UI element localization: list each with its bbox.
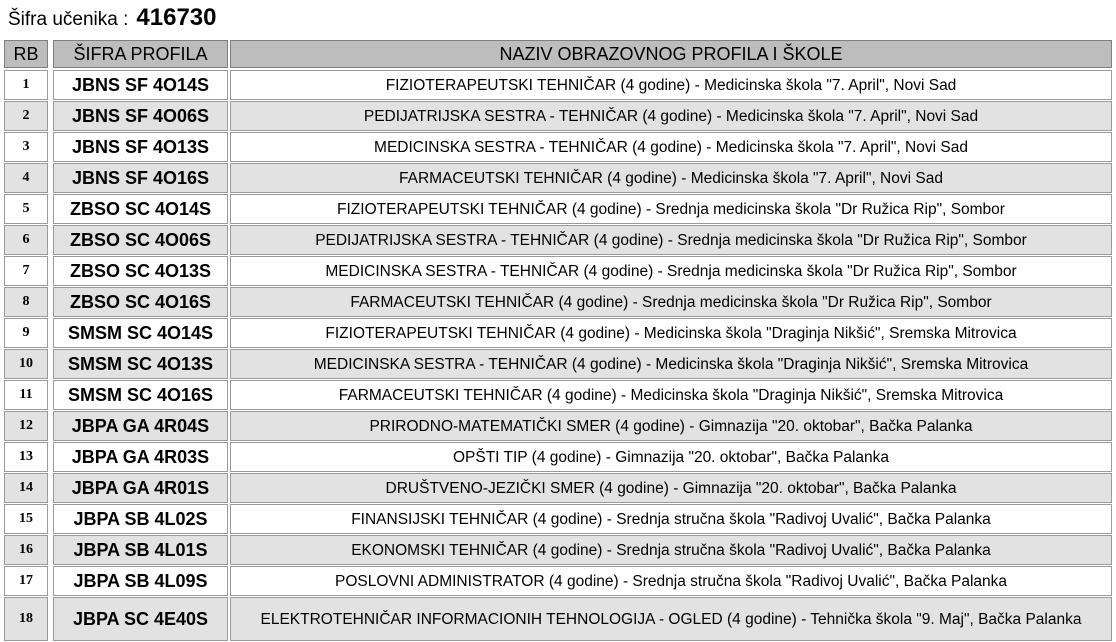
table-row — [0, 256, 1116, 287]
header-rb: RB — [4, 40, 48, 68]
profile-name: PRIRODNO-MATEMATIČKI SMER (4 godine) - Gimnazija "20. oktobar", Bačka Palanka — [230, 411, 1112, 441]
header-profile-name: NAZIV OBRAZOVNOG PROFILA I ŠKOLE — [230, 40, 1112, 68]
row-number: 10 — [4, 349, 48, 379]
table-row — [0, 442, 1116, 473]
profile-code: JBNS SF 4O14S — [53, 70, 228, 100]
table-row — [0, 535, 1116, 566]
profile-name: FARMACEUTSKI TEHNIČAR (4 godine) - Srednja medicinska škola "Dr Ružica Rip", Sombor — [230, 287, 1112, 317]
profile-code: SMSM SC 4O14S — [53, 318, 228, 348]
profile-name: MEDICINSKA SESTRA - TEHNIČAR (4 godine) - Medicinska škola "Draginja Nikšić", Sremska Mitrovica — [230, 349, 1112, 379]
profile-name: FARMACEUTSKI TEHNIČAR (4 godine) - Medicinska škola "7. April", Novi Sad — [230, 163, 1112, 193]
row-number: 2 — [4, 101, 48, 131]
row-number: 1 — [4, 70, 48, 100]
table-row — [0, 504, 1116, 535]
profile-code: ZBSO SC 4O14S — [53, 194, 228, 224]
table-row — [0, 566, 1116, 597]
table-row — [0, 101, 1116, 132]
profile-name: OPŠTI TIP (4 godine) - Gimnazija "20. oktobar", Bačka Palanka — [230, 442, 1112, 472]
profile-name: EKONOMSKI TEHNIČAR (4 godine) - Srednja stručna škola "Radivoj Uvalić", Bačka Palanka — [230, 535, 1112, 565]
profile-code: ZBSO SC 4O13S — [53, 256, 228, 286]
row-number: 4 — [4, 163, 48, 193]
profile-name: MEDICINSKA SESTRA - TEHNIČAR (4 godine) - Medicinska škola "7. April", Novi Sad — [230, 132, 1112, 162]
profile-name: FINANSIJSKI TEHNIČAR (4 godine) - Srednja stručna škola "Radivoj Uvalić", Bačka Palanka — [230, 504, 1112, 534]
profile-name: POSLOVNI ADMINISTRATOR (4 godine) - Srednja stručna škola "Radivoj Uvalić", Bačka Palanka — [230, 566, 1112, 596]
profile-code: SMSM SC 4O16S — [53, 380, 228, 410]
profile-code: JBPA SC 4E40S — [53, 597, 228, 641]
profile-code: JBPA GA 4R01S — [53, 473, 228, 503]
table-row — [0, 163, 1116, 194]
profile-code: JBPA SB 4L09S — [53, 566, 228, 596]
row-number: 12 — [4, 411, 48, 441]
profile-code: JBPA GA 4R03S — [53, 442, 228, 472]
table-row — [0, 70, 1116, 101]
row-number: 18 — [4, 597, 48, 641]
profile-name: FARMACEUTSKI TEHNIČAR (4 godine) - Medicinska škola "Draginja Nikšić", Sremska Mitrovica — [230, 380, 1112, 410]
profile-code: JBNS SF 4O13S — [53, 132, 228, 162]
row-number: 6 — [4, 225, 48, 255]
profile-name: FIZIOTERAPEUTSKI TEHNIČAR (4 godine) - Medicinska škola "Draginja Nikšić", Sremska Mitrovica — [230, 318, 1112, 348]
profile-code: SMSM SC 4O13S — [53, 349, 228, 379]
student-code-line — [8, 4, 217, 34]
profile-name: PEDIJATRIJSKA SESTRA - TEHNIČAR (4 godine) - Medicinska škola "7. April", Novi Sad — [230, 101, 1112, 131]
profile-code: ZBSO SC 4O16S — [53, 287, 228, 317]
profile-code: JBNS SF 4O06S — [53, 101, 228, 131]
profile-code: JBNS SF 4O16S — [53, 163, 228, 193]
profile-code: JBPA SB 4L02S — [53, 504, 228, 534]
profile-name: DRUŠTVENO-JEZIČKI SMER (4 godine) - Gimnazija "20. oktobar", Bačka Palanka — [230, 473, 1112, 503]
table-row — [0, 132, 1116, 163]
table-row — [0, 194, 1116, 225]
row-number: 17 — [4, 566, 48, 596]
row-number: 13 — [4, 442, 48, 472]
table-row — [0, 380, 1116, 411]
row-number: 14 — [4, 473, 48, 503]
row-number: 3 — [4, 132, 48, 162]
row-number: 7 — [4, 256, 48, 286]
table-row — [0, 411, 1116, 442]
profile-name: FIZIOTERAPEUTSKI TEHNIČAR (4 godine) - Medicinska škola "7. April", Novi Sad — [230, 70, 1112, 100]
row-number: 15 — [4, 504, 48, 534]
student-code-value: 416730 — [136, 4, 217, 31]
profile-code: JBPA GA 4R04S — [53, 411, 228, 441]
row-number: 9 — [4, 318, 48, 348]
table-row — [0, 225, 1116, 256]
row-number: 5 — [4, 194, 48, 224]
table-row — [0, 349, 1116, 380]
table-row — [0, 473, 1116, 504]
row-number: 16 — [4, 535, 48, 565]
profile-name: MEDICINSKA SESTRA - TEHNIČAR (4 godine) - Srednja medicinska škola "Dr Ružica Rip", Sombor — [230, 256, 1112, 286]
header-profile-code: ŠIFRA PROFILA — [53, 40, 228, 68]
table-row — [0, 318, 1116, 349]
student-code-label: Šifra učenika : — [8, 9, 129, 30]
profile-name: FIZIOTERAPEUTSKI TEHNIČAR (4 godine) - Srednja medicinska škola "Dr Ružica Rip", Sombor — [230, 194, 1112, 224]
profile-code: ZBSO SC 4O06S — [53, 225, 228, 255]
table-row — [0, 597, 1116, 641]
row-number: 11 — [4, 380, 48, 410]
profile-name: ELEKTROTEHNIČAR INFORMACIONIH TEHNOLOGIJA - OGLED (4 godine) - Tehnička škola "9. Maj", Bačka Palanka — [230, 597, 1112, 641]
profile-name: PEDIJATRIJSKA SESTRA - TEHNIČAR (4 godine) - Srednja medicinska škola "Dr Ružica Rip", Sombor — [230, 225, 1112, 255]
row-number: 8 — [4, 287, 48, 317]
table-row — [0, 287, 1116, 318]
profile-code: JBPA SB 4L01S — [53, 535, 228, 565]
